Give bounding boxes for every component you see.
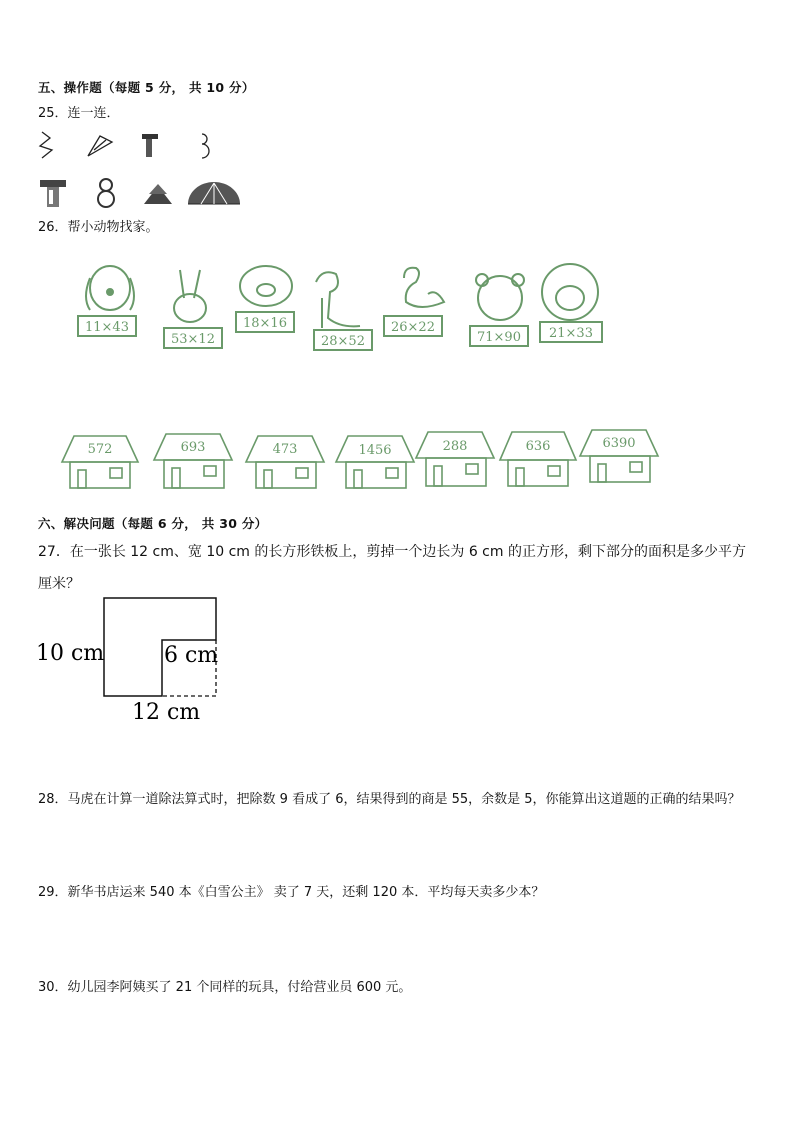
snowman-icon [98, 179, 114, 207]
animal-label: 53×12 [171, 332, 215, 347]
house-label: 693 [180, 440, 206, 455]
animal-label: 18×16 [243, 316, 287, 331]
duck-icon [404, 268, 444, 307]
animals-figure [60, 258, 620, 358]
goat-icon [316, 272, 360, 328]
section-title: 六、解决问题（每题 6 分， 共 30 分） [38, 516, 268, 531]
house-label: 572 [87, 442, 113, 457]
rectangle-figure [30, 592, 230, 728]
monkey-icon [542, 264, 598, 320]
square-label: 6 cm [164, 643, 219, 668]
zigzag-icon [40, 132, 52, 158]
height-label: 10 cm [36, 641, 105, 666]
animal-label: 26×22 [391, 320, 435, 335]
partial-umbrella-icon [88, 136, 112, 156]
dog-icon [86, 266, 134, 310]
house-label: 6390 [602, 436, 636, 451]
question-29: 29．新华书店运来 540 本《白雪公主》 卖了 7 天，还剩 120 本．平均每天卖多少本？ [38, 885, 545, 900]
question-26: 26．帮小动物找家。 [38, 220, 159, 235]
partial-snowman-icon [202, 134, 209, 158]
question-27: 27．在一张长 12 cm、宽 10 cm 的长方形铁板上，剪掉一个边长为 6 cm 的正方形，剩下部分的面积是多少平方厘米？ [38, 544, 746, 592]
animal-label: 71×90 [477, 330, 521, 345]
animal-label: 28×52 [321, 334, 365, 349]
question-28: 28．马虎在计算一道除法算式时，把除数 9 看成了 6，结果得到的商是 55，余数是 5，你能算出这道题的正确的结果吗？ [38, 792, 741, 807]
house-label: 473 [272, 442, 298, 457]
question-30: 30．幼儿园李阿姨买了 21 个同样的玩具，付给营业员 600 元。 [38, 980, 412, 995]
bear-icon [476, 274, 524, 320]
house-label: 1456 [358, 443, 392, 458]
animal-label: 21×33 [549, 326, 593, 341]
section-title: 五、操作题（每题 5 分， 共 10 分） [38, 80, 255, 95]
pig-icon [240, 266, 292, 306]
lamp-icon [40, 180, 66, 207]
partial-lamp-icon [142, 134, 158, 157]
rabbit-icon [174, 270, 206, 322]
animal-label: 11×43 [85, 320, 129, 335]
tree-icon [144, 184, 172, 204]
house-label: 288 [442, 439, 468, 454]
house-label: 636 [525, 439, 551, 454]
question-25: 25．连一连． [38, 106, 120, 121]
umbrella-icon [188, 182, 240, 204]
houses-figure [56, 424, 666, 494]
shapes-figure [36, 128, 246, 214]
width-label: 12 cm [132, 700, 201, 725]
